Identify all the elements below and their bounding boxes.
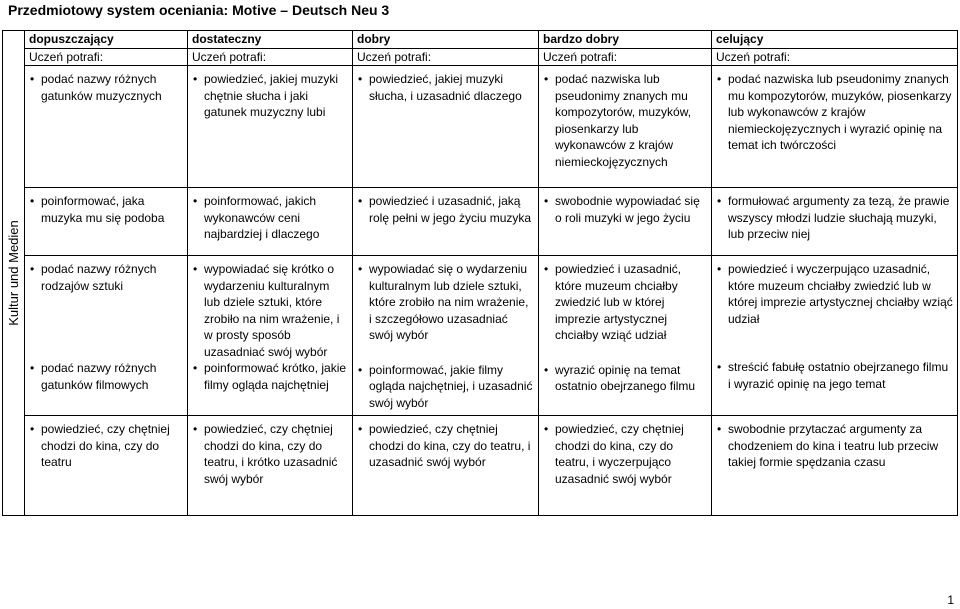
list-item: • podać nazwy różnych rodzajów sztuki [41,261,183,294]
cell-r3-c3 [353,256,539,416]
grading-table [2,30,958,516]
list-item: • powiedzieć, czy chętniej chodzi do kina, czy do teatru, i uzasadnić swój wybór [369,421,534,471]
section-label-cell [3,31,25,516]
cell-r2-c1 [25,188,188,256]
can-label-2: Uczeń potrafi: [188,48,353,66]
cell-r1-c5 [712,66,958,188]
list-item: • podać nazwy różnych gatunków filmowych [41,360,183,393]
can-label-5: Uczeń potrafi: [712,48,958,66]
list-item: • powiedzieć, jakiej muzyki chętnie słucha i jaki gatunek muzyczny lubi [204,71,348,121]
list-item: • powiedzieć, czy chętniej chodzi do kina, czy do teatru, i wyczerpująco uzasadnić swój wybór [555,421,707,487]
list-item: • wypowiadać się krótko o wydarzeniu kulturalnym lub dziele sztuki, które zrobiło na nim wrażenie, i w prosty sposób uzasadniać swój wybór [204,261,348,360]
list-item: • poinformować, jaka muzyka mu się podoba [41,193,183,226]
can-label-4: Uczeń potrafi: [539,48,712,66]
cell-r4-c2 [188,416,353,516]
cell-r1-c4 [539,66,712,188]
grade-header-1: dopuszczający [25,31,188,49]
list-item: • swobodnie przytaczać argumenty za chodzeniem do kina i teatru lub przeciw takiej formie spędzania czasu [728,421,953,471]
list-item: • poinformować, jakie filmy ogląda najchętniej, i uzasadnić swój wybór [369,362,534,412]
list-item: • powiedzieć i uzasadnić, jaką rolę pełni w jego życiu muzyka [369,193,534,226]
cell-r3-c5 [712,256,958,416]
can-label-1: Uczeń potrafi: [25,48,188,66]
cell-r4-c3 [353,416,539,516]
list-item: • swobodnie wypowiadać się o roli muzyki w jego życiu [555,193,707,226]
cell-r4-c1 [25,416,188,516]
list-item: • powiedzieć, jakiej muzyki słucha, i uzasadnić dlaczego [369,71,534,104]
list-item: • poinformować, jakich wykonawców ceni najbardziej i dlaczego [204,193,348,243]
cell-r3-c1 [25,256,188,416]
cell-r2-c4 [539,188,712,256]
cell-r1-c1 [25,66,188,188]
can-label-3: Uczeń potrafi: [353,48,539,66]
list-item: • powiedzieć i wyczerpująco uzasadnić, które muzeum chciałby zwiedzić lub w której imprezie artystycznej chciałby wziąć udział [728,261,953,327]
list-item: • wyrazić opinię na temat ostatnio obejrzanego filmu [555,362,707,395]
list-item: • powiedzieć, czy chętniej chodzi do kina, czy do teatru [41,421,183,471]
list-item: • streścić fabułę ostatnio obejrzanego filmu i wyrazić opinię na jego temat [728,359,953,392]
list-item: • formułować argumenty za tezą, że prawie wszyscy młodzi ludzie słuchają muzyki, lub przeciw niej [728,193,953,243]
cell-r2-c3 [353,188,539,256]
cell-r2-c5 [712,188,958,256]
page-title: Przedmiotowy system oceniania: Motive – Deutsch Neu 3 [8,2,390,18]
list-item: • podać nazwiska lub pseudonimy znanych mu kompozytorów, muzyków, piosenkarzy lub wykonawców z krajów niemieckojęzycznych [555,71,707,170]
list-item: • podać nazwiska lub pseudonimy znanych mu kompozytorów, muzyków, piosenkarzy lub wykonawców z krajów niemieckojęzycznych i wyrazić opinię na temat ich twórczości [728,71,953,154]
cell-r2-c2 [188,188,353,256]
list-item: • poinformować krótko, jakie filmy ogląda najchętniej [204,360,348,393]
grade-header-2: dostateczny [188,31,353,49]
cell-r4-c5 [712,416,958,516]
section-label: Kultur und Medien [5,220,21,326]
cell-r1-c3 [353,66,539,188]
list-item: • powiedzieć i uzasadnić, które muzeum chciałby zwiedzić lub w której imprezie artystycznej chciałby wziąć udział [555,261,707,344]
grade-header-4: bardzo dobry [539,31,712,49]
list-item: • podać nazwy różnych gatunków muzycznych [41,71,183,104]
list-item: • powiedzieć, czy chętniej chodzi do kina, czy do teatru, i krótko uzasadnić swój wybór [204,421,348,487]
cell-r4-c4 [539,416,712,516]
list-item: • wypowiadać się o wydarzeniu kulturalnym lub dziele sztuki, które zrobiło na nim wrażenie, i szczegółowo uzasadniać swój wybór [369,261,534,344]
page-number: 1 [947,593,954,607]
grade-header-5: celujący [712,31,958,49]
cell-r1-c2 [188,66,353,188]
cell-r3-c2 [188,256,353,416]
cell-r3-c4 [539,256,712,416]
grade-header-3: dobry [353,31,539,49]
